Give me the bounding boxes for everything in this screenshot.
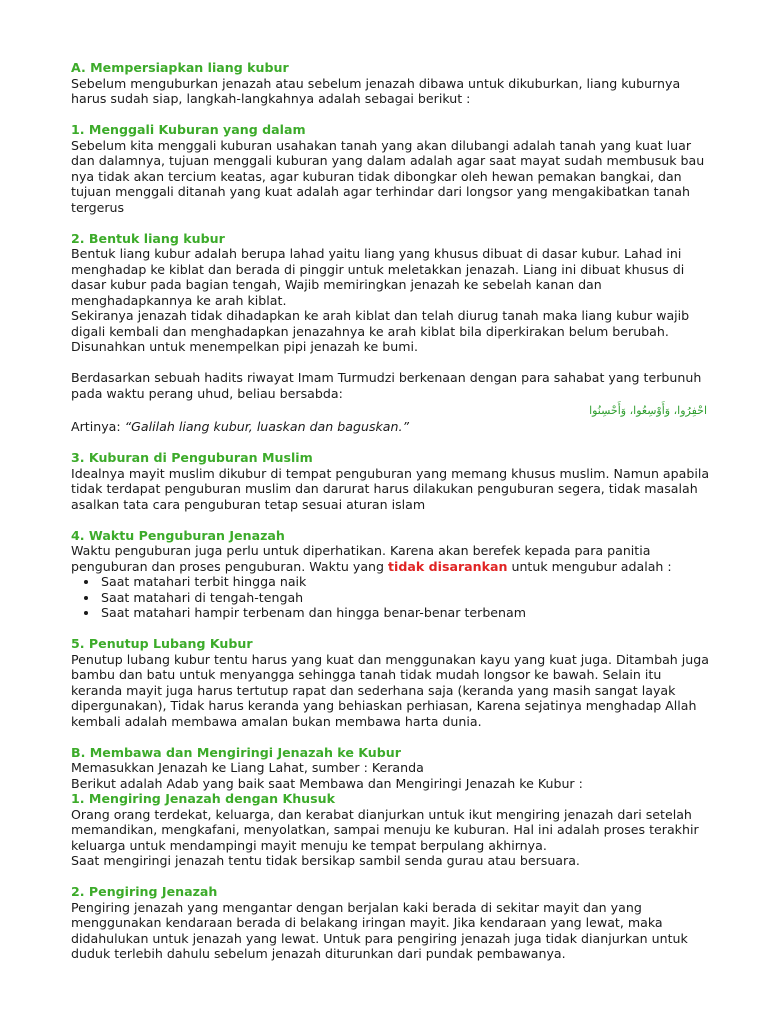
section-b-line-2: Berikut adalah Adab yang baik saat Membawa dan Mengiringi Jenazah ke Kubur : <box>71 775 583 791</box>
list-item: Saat matahari terbit hingga naik <box>101 574 711 590</box>
b1-heading: 1. Mengiring Jenazah dengan Khusuk <box>71 791 335 806</box>
s4-body-post: untuk mengubur adalah : <box>507 558 672 574</box>
section-b-line-1: Memasukkan Jenazah ke Liang Lahat, sumber : Keranda <box>71 760 424 775</box>
s4-body-highlight: tidak disarankan <box>388 558 508 574</box>
bullet-icon <box>84 611 88 615</box>
artinya-text: “Galilah liang kubur, luaskan dan baguskan.” <box>124 419 410 434</box>
bullet-icon <box>84 580 88 584</box>
artinya-label: Artinya: <box>71 419 125 434</box>
s1-heading: 1. Menggali Kuburan yang dalam <box>71 122 306 137</box>
s2-body-1: Bentuk liang kubur adalah berupa lahad yaitu liang yang khusus dibuat di dasar kubur. Lahad ini menghadap ke kiblat dan berada di pinggir untuk meletakkan jenazah. Liang ini dibuat khusus di dasar kubur pada bagian tengah, Wajib memiringkan jenazah ke sebelah kanan dan menghadapkannya ke arah kiblat. <box>71 246 685 308</box>
arabic-text: احْفِرُوا، وَأَوْسِعُوا، وَأَحْسِنُوا <box>589 404 707 417</box>
s2-heading: 2. Bentuk liang kubur <box>71 230 225 246</box>
b2-heading: 2. Pengiring Jenazah <box>71 884 218 899</box>
s4-body <box>71 543 711 574</box>
s4-bullet-list <box>71 574 711 621</box>
s2-body-2: Sekiranya jenazah tidak dihadapkan ke arah kiblat dan telah diurug tanah maka liang kubur wajib digali kembali dan menghadapkan jenazahnya ke arah kiblat bila diperkirakan belum berubah. Disunahkan untuk menempelkan pipi jenazah ke bumi. <box>71 308 690 354</box>
s4-body-pre: Waktu penguburan juga perlu untuk diperhatikan. Karena akan berefek kepada para panitia penguburan dan proses penguburan. Waktu yang <box>71 543 651 574</box>
list-item: Saat matahari di tengah-tengah <box>101 590 711 606</box>
section-a-intro: Sebelum menguburkan jenazah atau sebelum jenazah dibawa untuk dikuburkan, liang kuburnya harus sudah siap, langkah-langkahnya adalah sebagai berikut : <box>71 75 681 106</box>
s2-hadith: Berdasarkan sebuah hadits riwayat Imam Turmudzi berkenaan dengan para sahabat yang terbunuh pada waktu perang uhud, beliau bersabda: <box>71 370 702 401</box>
list-item: Saat matahari hampir terbenam dan hingga benar-benar terbenam <box>101 605 711 621</box>
s4-heading: 4. Waktu Penguburan Jenazah <box>71 527 285 543</box>
bullet-icon <box>84 596 88 600</box>
s3-heading: 3. Kuburan di Penguburan Muslim <box>71 450 313 465</box>
s5-heading: 5. Penutup Lubang Kubur <box>71 636 253 651</box>
b1-body-2: Saat mengiringi jenazah tentu tidak bersikap sambil senda gurau atau bersuara. <box>71 853 580 868</box>
document-content <box>71 60 711 962</box>
section-a-heading: A. Mempersiapkan liang kubur <box>71 60 289 75</box>
s3-body: Idealnya mayit muslim dikubur di tempat penguburan yang memang khusus muslim. Namun apabila tidak terdapat penguburan muslim dan darurat harus dilakukan penguburan segera, tidak masalah asalkan tata cara penguburan tetap sesuai aturan islam <box>71 465 710 512</box>
section-b-heading: B. Membawa dan Mengiringi Jenazah ke Kubur <box>71 744 401 760</box>
b1-body-1: Orang orang terdekat, keluarga, dan kerabat dianjurkan untuk ikut mengiring jenazah dari setelah memandikan, mengkafani, menyolatkan, sampai menuju ke kuburan. Hal ini adalah proses terakhir keluarga untuk mendampingi mayit menuju ke tempat berpulang akhirnya. <box>71 806 699 853</box>
s1-body: Sebelum kita menggali kuburan usahakan tanah yang akan dilubangi adalah tanah yang kuat luar dan dalamnya, tujuan menggali kuburan yang dalam adalah agar saat mayat sudah membusuk bau nya tidak akan tercium keatas, agar kuburan tidak dibongkar oleh hewan pemakan bangkai, dan tujuan menggali ditanah yang kuat adalah agar terhindar dari longsor yang mengakibatkan tanah tergerus <box>71 137 705 215</box>
s2-artinya <box>71 419 711 435</box>
b2-body: Pengiring jenazah yang mengantar dengan berjalan kaki berada di sekitar mayit dan yang menggunakan kendaraan berada di belakang iringan mayit. Jika kendaraan yang lewat, maka didahulukan untuk jenazah yang lewat. Untuk para pengiring jenazah juga tidak dianjurkan untuk duduk terlebih dahulu sebelum jenazah diturunkan dari pundak pembawanya. <box>71 899 688 961</box>
s5-body: Penutup lubang kubur tentu harus yang kuat dan menggunakan kayu yang kuat juga. Ditambah juga bambu dan batu untuk menyangga sehingga tanah tidak mudah longsor ke bawah. Selain itu keranda mayit juga harus tertutup rapat dan sederhana saja (keranda yang masih sangat layak dipergunakan), Tidak harus keranda yang behiaskan perhiasan, Karena sejatinya menghadap Allah kembali adalah membawa amalan bukan membawa harta dunia. <box>71 651 709 729</box>
